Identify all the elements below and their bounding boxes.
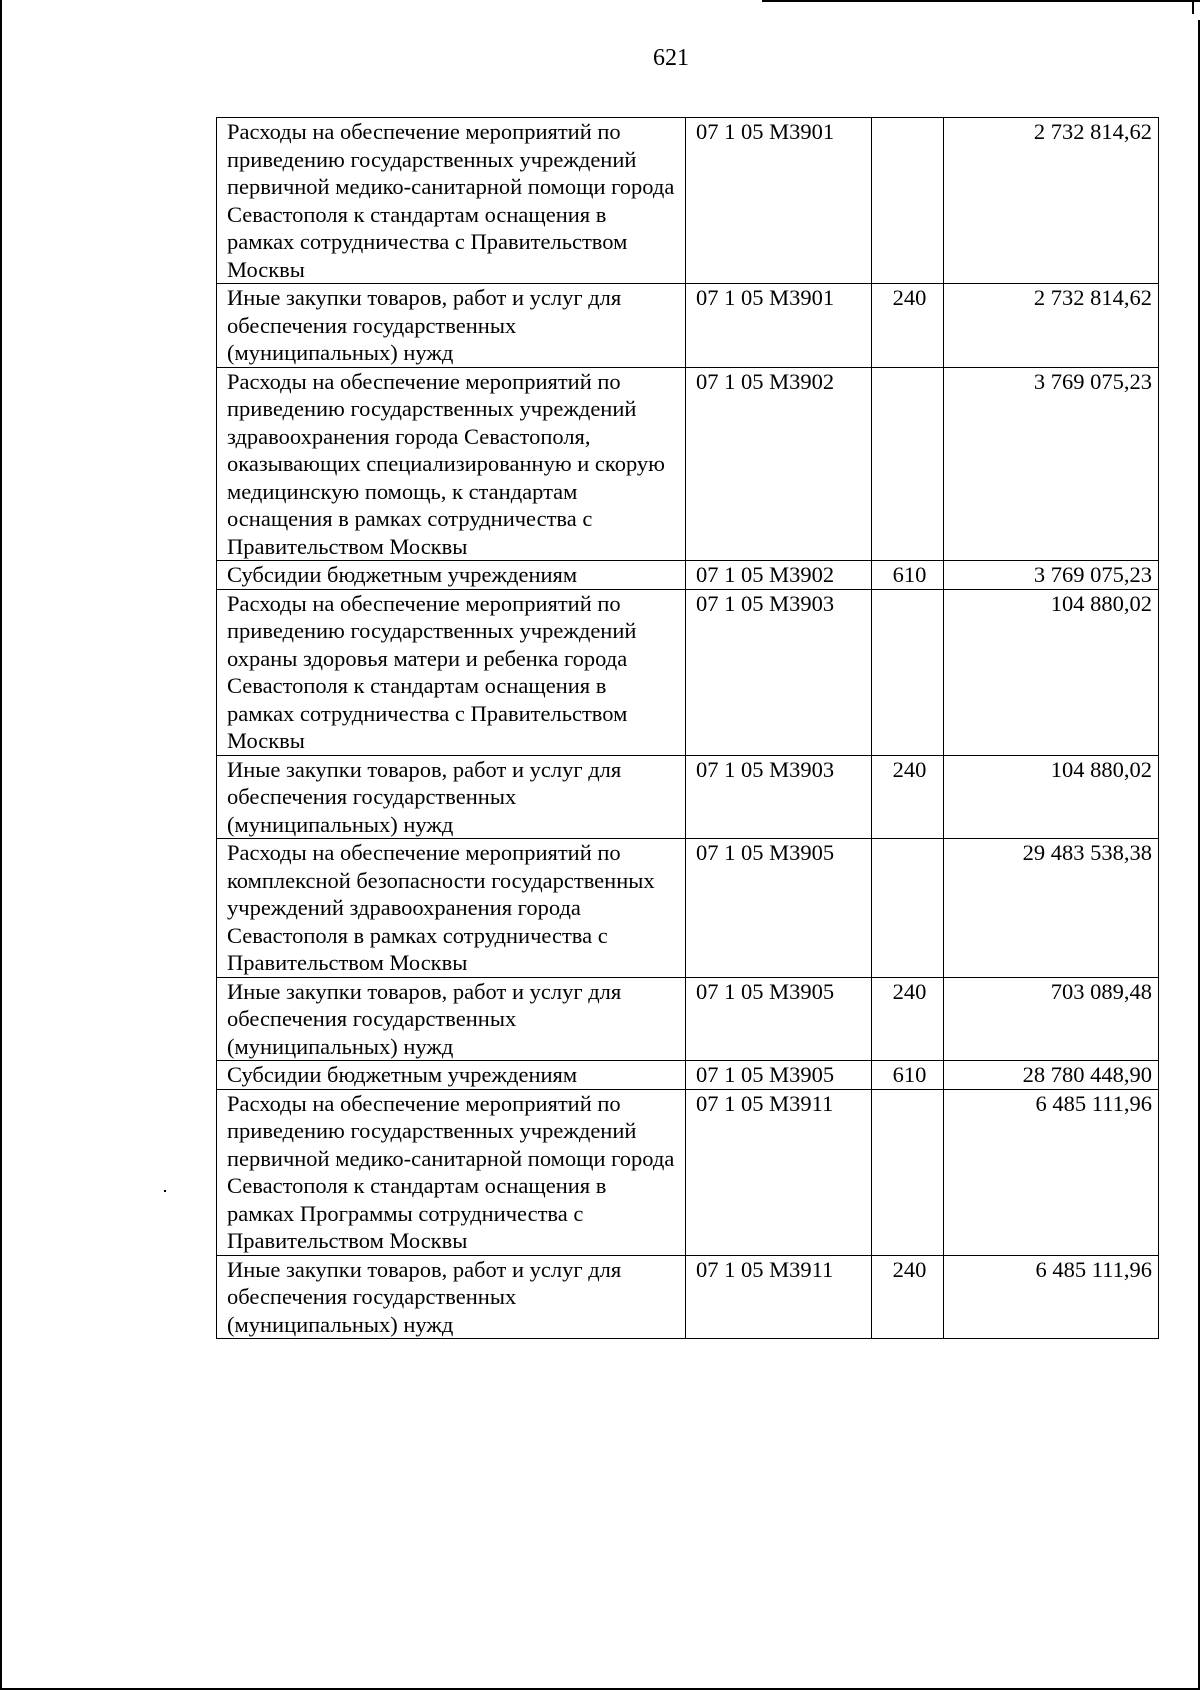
expense-type	[872, 589, 944, 755]
target-code: 07 1 05 M3911	[686, 1255, 872, 1339]
target-code: 07 1 05 M3905	[686, 839, 872, 978]
amount: 2 732 814,62	[944, 284, 1159, 368]
expense-name: Иные закупки товаров, работ и услуг для обеспечения государственных (муниципальных) нужд	[217, 284, 686, 368]
amount: 2 732 814,62	[944, 118, 1159, 284]
expense-name: Иные закупки товаров, работ и услуг для обеспечения государственных (муниципальных) нужд	[217, 1255, 686, 1339]
page-number: 621	[653, 45, 689, 71]
target-code: 07 1 05 M3911	[686, 1089, 872, 1255]
table-row	[217, 118, 1159, 284]
table-row	[217, 977, 1159, 1061]
table-row	[217, 755, 1159, 839]
expense-name: Расходы на обеспечение мероприятий по приведению государственных учреждений охраны здоровья матери и ребенка города Севастополя к стандартам оснащения в рамках сотрудничества с Правительством Москвы	[217, 589, 686, 755]
target-code: 07 1 05 M3903	[686, 589, 872, 755]
expense-name: Иные закупки товаров, работ и услуг для обеспечения государственных (муниципальных) нужд	[217, 977, 686, 1061]
expense-name: Расходы на обеспечение мероприятий по комплексной безопасности государственных учреждений здравоохранения города Севастополя в рамках сотрудничества с Правительством Москвы	[217, 839, 686, 978]
amount: 703 089,48	[944, 977, 1159, 1061]
table-row	[217, 561, 1159, 590]
target-code: 07 1 05 M3905	[686, 977, 872, 1061]
table-row	[217, 589, 1159, 755]
table-row	[217, 839, 1159, 978]
expense-name: Расходы на обеспечение мероприятий по приведению государственных учреждений здравоохранения города Севастополя, оказывающих специализированную и скорую медицинскую помощь, к стандартам оснащения в рамках сотрудничества с Правительством Москвы	[217, 367, 686, 561]
expense-type	[872, 839, 944, 978]
target-code: 07 1 05 M3903	[686, 755, 872, 839]
expense-type: 610	[872, 1061, 944, 1090]
amount: 6 485 111,96	[944, 1089, 1159, 1255]
expense-type	[872, 1089, 944, 1255]
expense-name: Расходы на обеспечение мероприятий по приведению государственных учреждений первичной медико-санитарной помощи города Севастополя к стандартам оснащения в рамках сотрудничества с Правительством Москвы	[217, 118, 686, 284]
target-code: 07 1 05 M3902	[686, 561, 872, 590]
table-row	[217, 367, 1159, 561]
expense-type: 240	[872, 284, 944, 368]
expense-name: Субсидии бюджетным учреждениям	[217, 561, 686, 590]
budget-table-body	[217, 118, 1159, 1339]
target-code: 07 1 05 M3901	[686, 118, 872, 284]
scan-edge-left	[0, 0, 2, 1690]
table-row	[217, 1061, 1159, 1090]
amount: 6 485 111,96	[944, 1255, 1159, 1339]
expense-type: 240	[872, 755, 944, 839]
table-row	[217, 1089, 1159, 1255]
amount: 3 769 075,23	[944, 561, 1159, 590]
expense-name: Расходы на обеспечение мероприятий по приведению государственных учреждений первичной медико-санитарной помощи города Севастополя к стандартам оснащения в рамках Программы сотрудничества с Правительством Москвы	[217, 1089, 686, 1255]
amount: 29 483 538,38	[944, 839, 1159, 978]
expense-name: Субсидии бюджетным учреждениям	[217, 1061, 686, 1090]
expense-type: 240	[872, 977, 944, 1061]
expense-type	[872, 118, 944, 284]
expense-type: 610	[872, 561, 944, 590]
target-code: 07 1 05 M3905	[686, 1061, 872, 1090]
scan-mark	[1192, 0, 1194, 14]
amount: 104 880,02	[944, 755, 1159, 839]
amount: 3 769 075,23	[944, 367, 1159, 561]
scan-dot	[164, 1190, 166, 1192]
expense-name: Иные закупки товаров, работ и услуг для обеспечения государственных (муниципальных) нужд	[217, 755, 686, 839]
amount: 28 780 448,90	[944, 1061, 1159, 1090]
target-code: 07 1 05 M3902	[686, 367, 872, 561]
table-row	[217, 284, 1159, 368]
expense-type: 240	[872, 1255, 944, 1339]
target-code: 07 1 05 M3901	[686, 284, 872, 368]
expense-type	[872, 367, 944, 561]
amount: 104 880,02	[944, 589, 1159, 755]
scan-edge-top	[762, 0, 1200, 2]
table-row	[217, 1255, 1159, 1339]
budget-table	[216, 117, 1159, 1339]
